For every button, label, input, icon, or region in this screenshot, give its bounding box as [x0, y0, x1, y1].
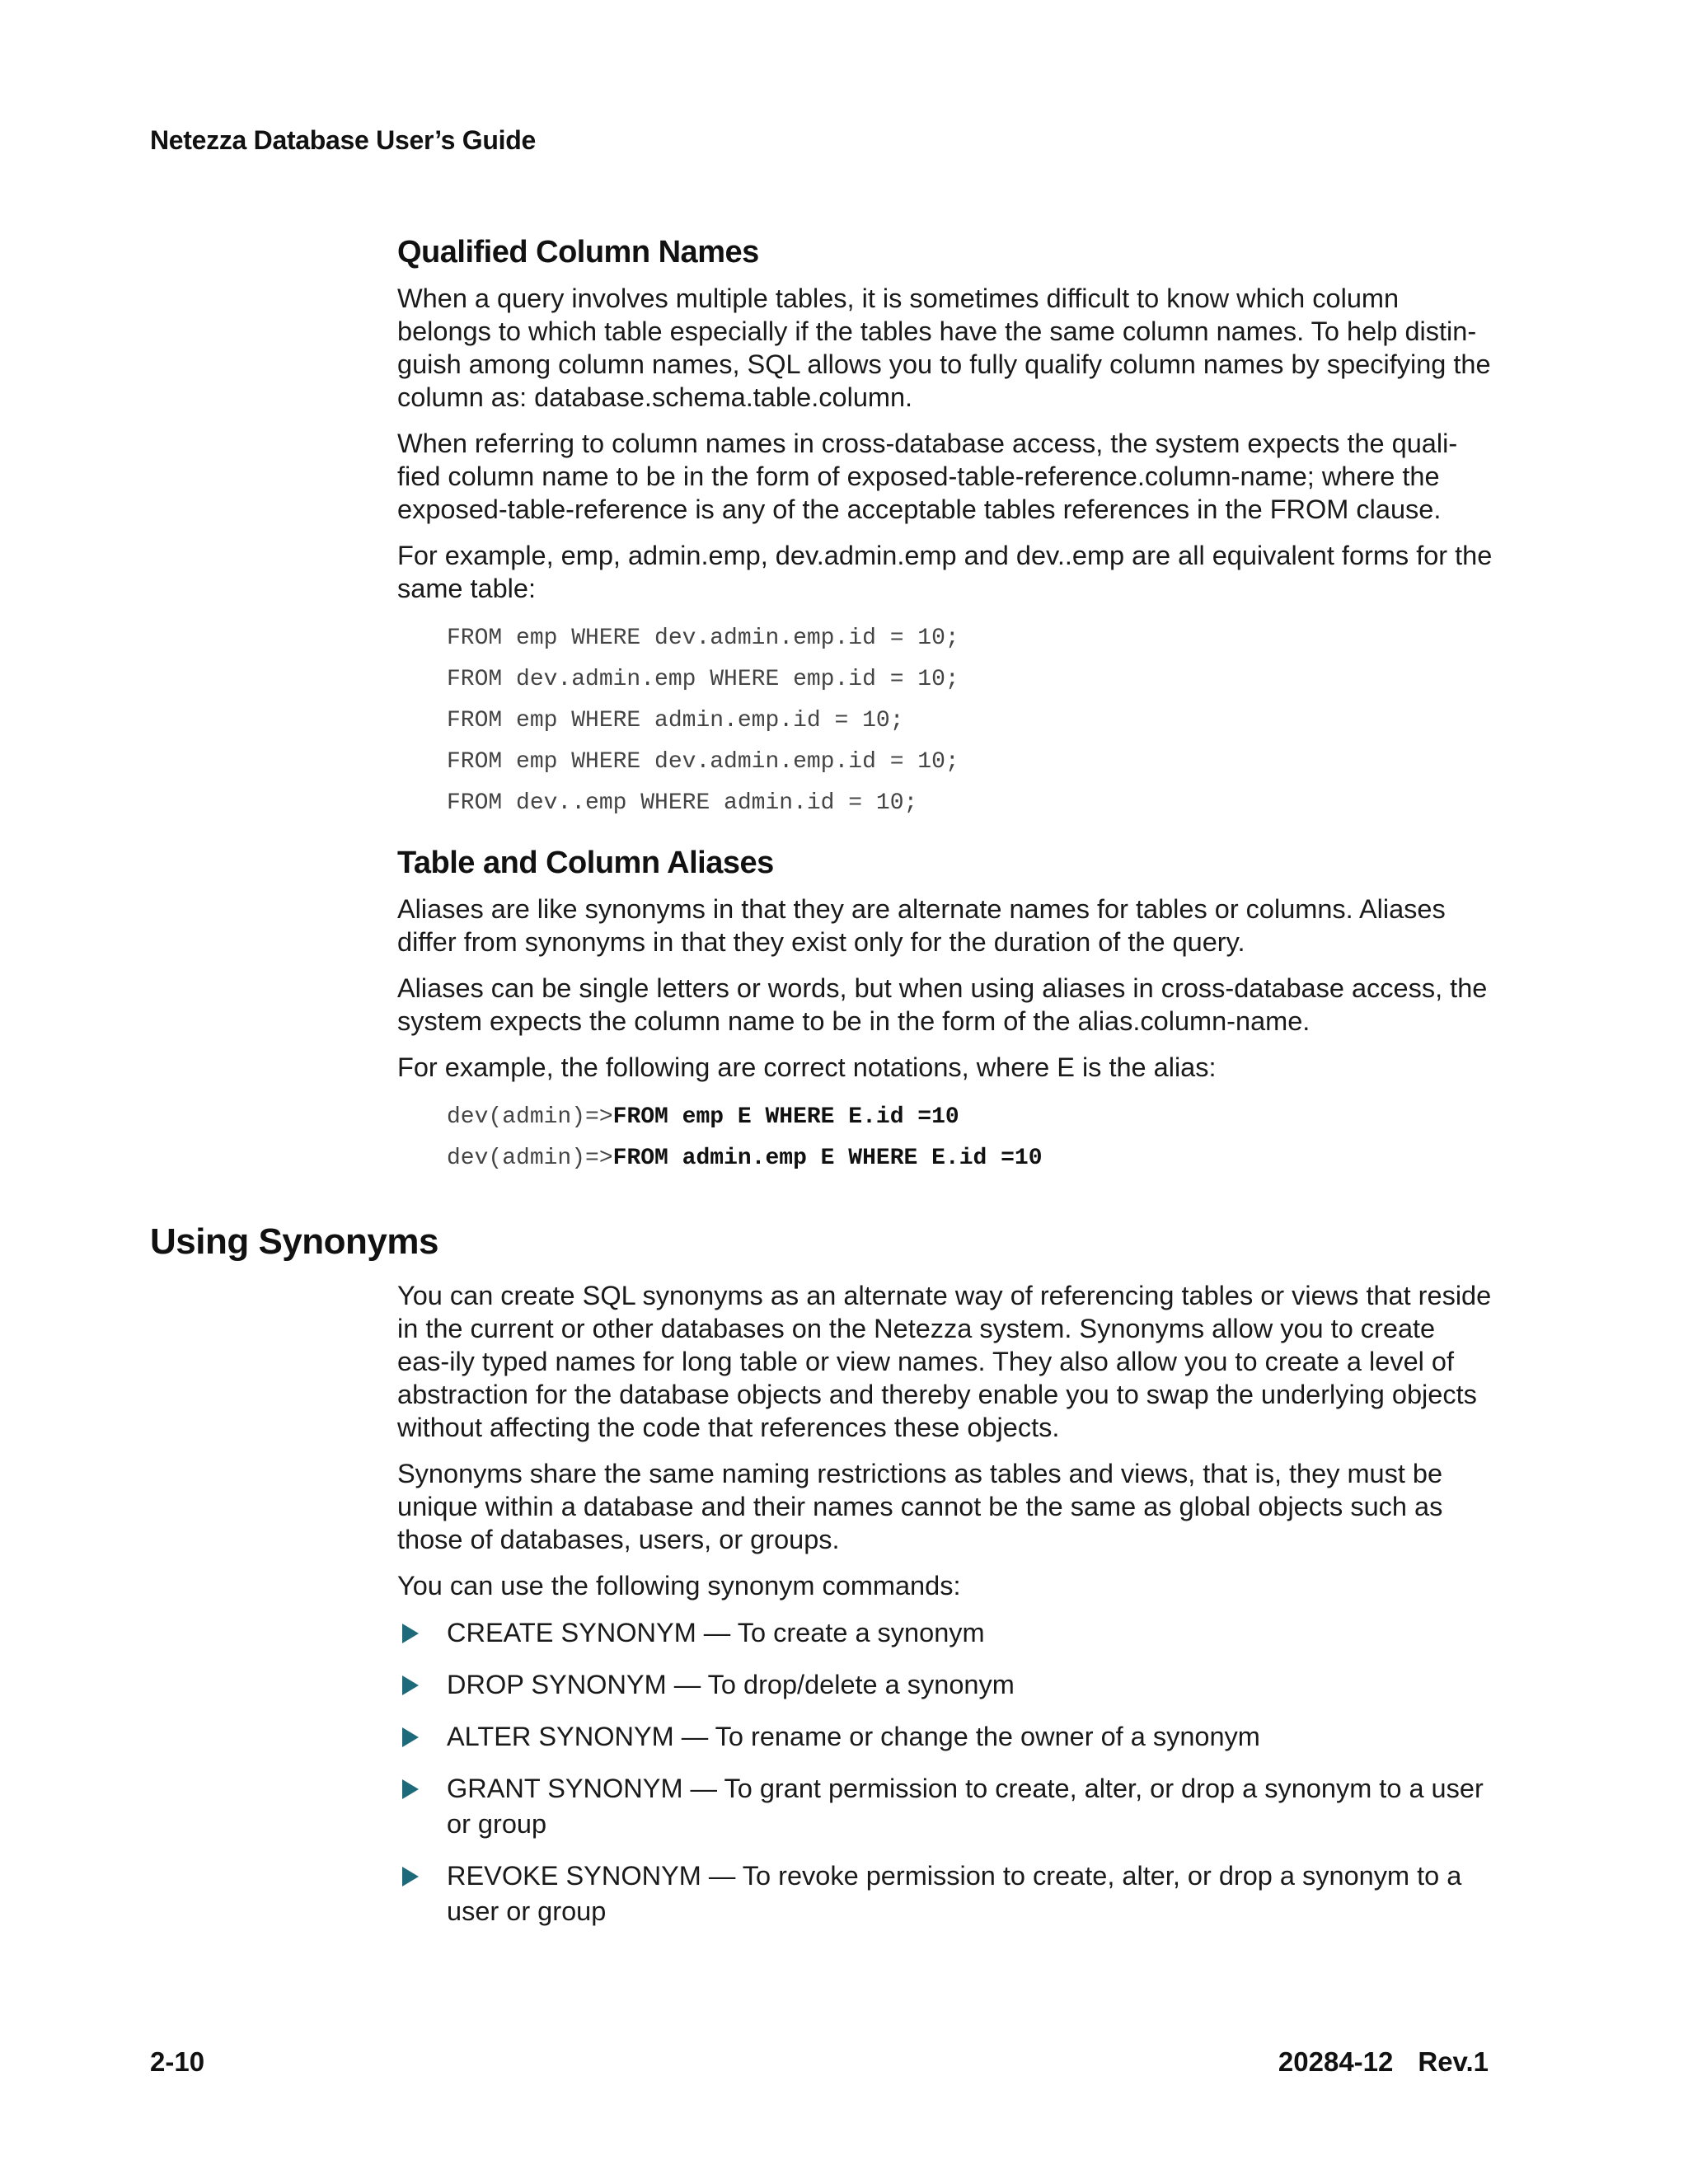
running-header: Netezza Database User’s Guide — [150, 125, 536, 155]
triangle-right-icon — [402, 1867, 419, 1886]
heading-table-column-aliases: Table and Column Aliases — [397, 846, 774, 880]
code-block-qualified — [447, 618, 1493, 824]
code-line: FROM dev..emp WHERE admin.id = 10; — [447, 790, 918, 816]
list-item — [397, 1719, 1493, 1755]
triangle-right-icon — [402, 1727, 419, 1747]
main-content — [397, 235, 1493, 1179]
triangle-right-icon — [402, 1624, 419, 1643]
paragraph: Aliases can be single letters or words, but when using aliases in cross-database access, the system expects the column name to be in the form of the alias.column-name. — [397, 973, 1488, 1036]
heading-qualified-column-names: Qualified Column Names — [397, 235, 759, 269]
synonyms-content — [397, 1279, 1493, 1946]
synonym-commands-list — [397, 1615, 1493, 1929]
code-command: FROM admin.emp E WHERE E.id =10 — [612, 1146, 1043, 1171]
code-line: FROM dev.admin.emp WHERE emp.id = 10; — [447, 667, 959, 692]
list-item-text: GRANT SYNONYM — To grant permission to create, alter, or drop a synonym to a user or group — [447, 1774, 1484, 1839]
code-line — [447, 1138, 1493, 1179]
triangle-right-icon — [402, 1779, 419, 1799]
list-item-text: ALTER SYNONYM — To rename or change the owner of a synonym — [447, 1722, 1260, 1751]
heading-using-synonyms: Using Synonyms — [150, 1221, 438, 1262]
paragraph: When a query involves multiple tables, it is sometimes difficult to know which column belongs to which table especially if the tables have the same column names. To help distin-guish among column names, SQL allows you to fully qualify column names by specifying the column as: database.schema.table.column. — [397, 284, 1491, 412]
code-prompt: dev(admin)=> — [447, 1104, 613, 1130]
code-line: FROM emp WHERE admin.emp.id = 10; — [447, 708, 904, 733]
list-item-text: REVOKE SYNONYM — To revoke permission to create, alter, or drop a synonym to a user or group — [447, 1861, 1462, 1926]
paragraph: Aliases are like synonyms in that they are alternate names for tables or columns. Aliases differ from synonyms in that they exist only for the duration of the query. — [397, 894, 1446, 957]
paragraph: You can use the following synonym commands: — [397, 1571, 961, 1601]
list-item — [397, 1615, 1493, 1651]
revision: Rev.1 — [1418, 2046, 1489, 2077]
code-line: FROM emp WHERE dev.admin.emp.id = 10; — [447, 626, 959, 651]
code-command: FROM emp E WHERE E.id =10 — [612, 1104, 959, 1130]
list-item — [397, 1667, 1493, 1703]
code-prompt: dev(admin)=> — [447, 1146, 613, 1171]
paragraph: Synonyms share the same naming restrictions as tables and views, that is, they must be unique within a database and their names cannot be the same as global objects such as those of databases, users, or groups. — [397, 1459, 1443, 1554]
list-item-text: CREATE SYNONYM — To create a synonym — [447, 1618, 985, 1647]
paragraph: For example, the following are correct notations, where E is the alias: — [397, 1052, 1217, 1082]
doc-number: 20284-12 — [1278, 2046, 1394, 2077]
page-number: 2-10 — [150, 2046, 205, 2077]
code-line: FROM emp WHERE dev.admin.emp.id = 10; — [447, 749, 959, 775]
list-item — [397, 1771, 1493, 1842]
list-item — [397, 1858, 1493, 1929]
paragraph: You can create SQL synonyms as an alternate way of referencing tables or views that reside in the current or other databases on the Netezza system. Synonyms allow you to create eas-ily typed names for long table or view names. They also allow you to create a level of abstraction for the database objects and thereby enable you to swap the underlying objects without affecting the code that references these objects. — [397, 1281, 1492, 1442]
paragraph: When referring to column names in cross-database access, the system expects the quali-fied column name to be in the form of exposed-table-reference.column-name; where the exposed-table-reference is any of the acceptable tables references in the FROM clause. — [397, 429, 1458, 524]
document-number — [1278, 2046, 1489, 2078]
list-item-text: DROP SYNONYM — To drop/delete a synonym — [447, 1670, 1015, 1699]
triangle-right-icon — [402, 1675, 419, 1695]
code-block-aliases — [447, 1097, 1493, 1179]
paragraph: For example, emp, admin.emp, dev.admin.emp and dev..emp are all equivalent forms for the same table: — [397, 541, 1493, 603]
code-line — [447, 1097, 1493, 1138]
